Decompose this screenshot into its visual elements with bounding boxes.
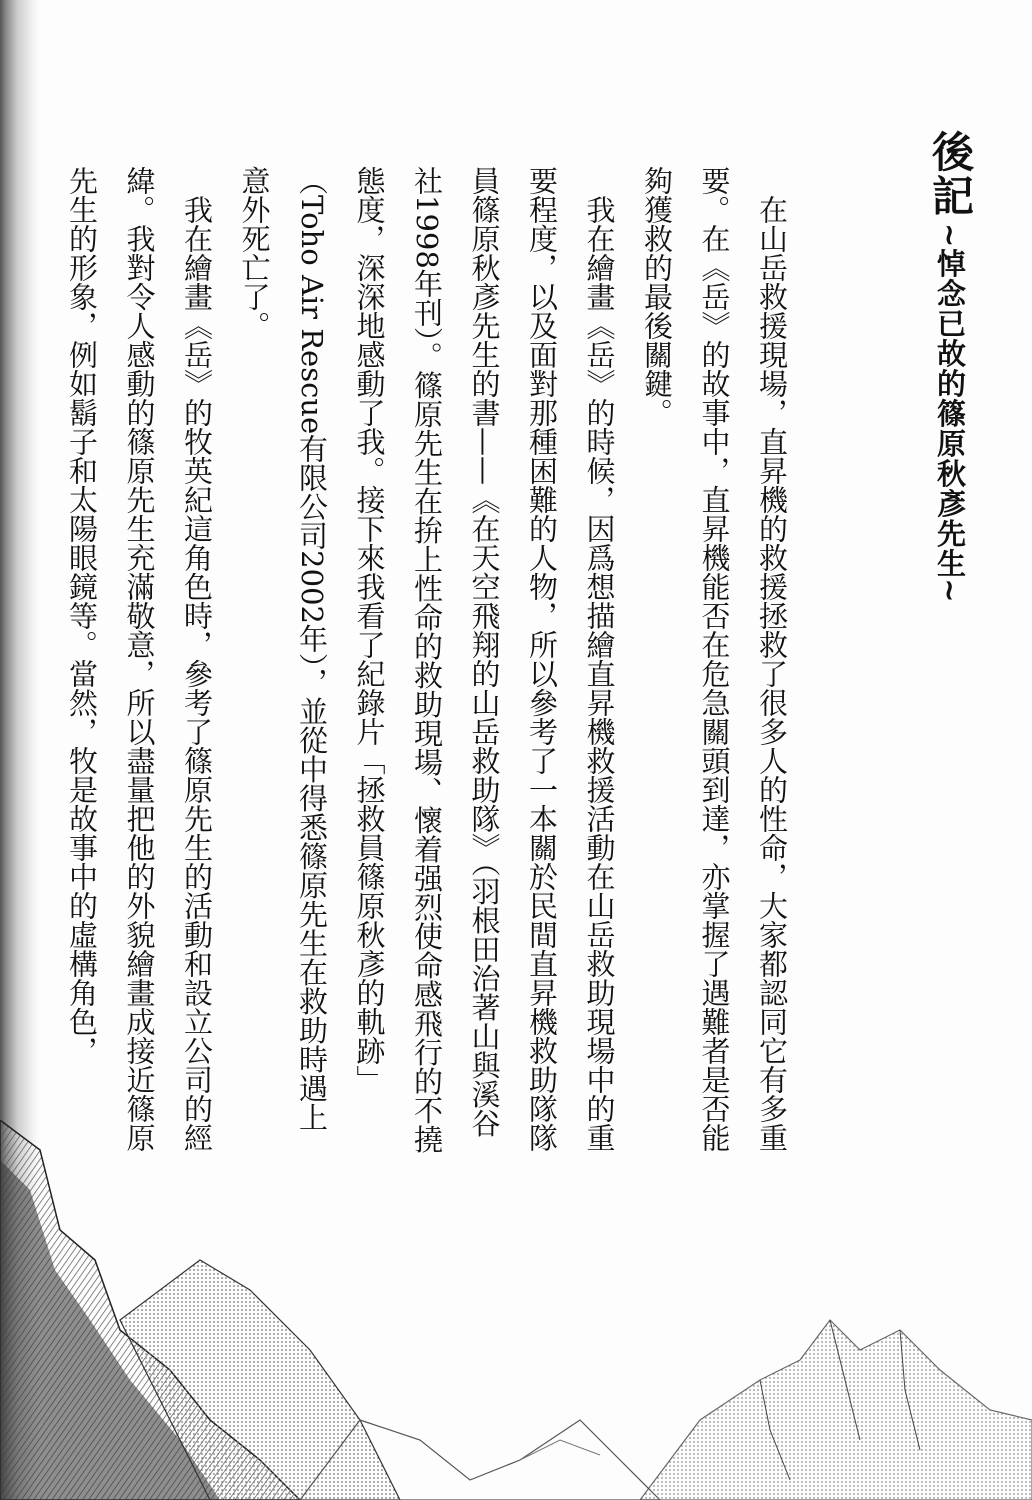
mountain-illustration — [0, 1120, 1032, 1500]
body-text — [53, 166, 801, 1156]
paragraph: 在山岳救援現場，直昇機的救援拯救了很多人的性命，大家都認同它有多重要。在《岳》的故事中，直昇機能否在危急關頭到達，亦掌握了遇難者是否能夠獲救的最後關鍵。 — [640, 166, 789, 1152]
afterword-heading — [880, 130, 980, 850]
page-title: 後記 — [926, 130, 975, 218]
paragraph: 我在繪畫《岳》的時候，因爲想描繪直昇機救援活動在山岳救助現場中的重要程度，以及面對那種困難的人物，所以參考了一本關於民間直昇機救助隊隊員篠原秋彥先生的書——《在天空飛翔的山岳救助隊》（羽根田治著山與溪谷社1998年刊）。篠原先生在拚上性命的救助現場、懷着强烈使命感飛行的不撓態度，深深地感動了我。接下來我看了紀錄片「拯救員篠原秋彥的軌跡」（Toho Air Rescue有限公司2002年），並從中得悉篠原先生在救助時遇上意外死亡了。 — [237, 166, 617, 1154]
page-subtitle: ~悼念已故的篠原秋彥先生~ — [933, 223, 967, 604]
paragraph: 我在繪畫《岳》的牧英紀這角色時，參考了篠原先生的活動和設立公司的經緯。我對令人感動的篠原先生充滿敬意，所以盡量把他的外貌繪畫成接近篠原先生的形象，例如鬍子和太陽眼鏡等。當然，牧是故事中的虛構角色， — [65, 166, 214, 1152]
